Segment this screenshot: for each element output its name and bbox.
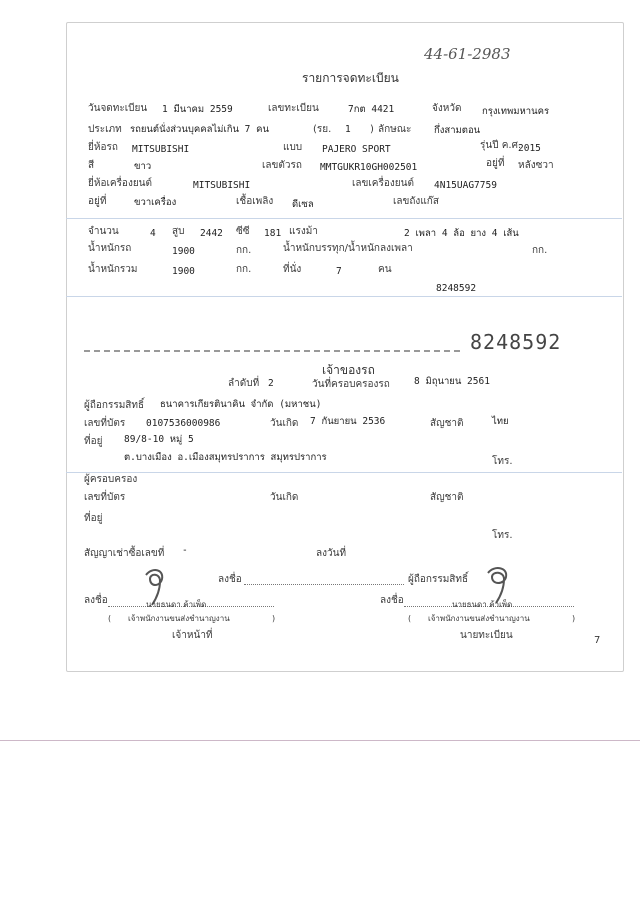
- nation-label: สัญชาติ: [430, 418, 464, 429]
- chassis-loc-label: อยู่ที่: [486, 158, 505, 169]
- color-value: ขาว: [134, 161, 152, 172]
- owner-sign-label: ลงชื่อ: [218, 574, 242, 585]
- stamp-number: 8248592: [470, 330, 562, 354]
- right-position-open: (: [408, 614, 412, 623]
- engine-loc-label: อยู่ที่: [88, 196, 107, 207]
- possess-date-label: วันที่ครอบครองรถ: [312, 379, 390, 390]
- weight-label: น้ำหนักรถ: [88, 243, 132, 254]
- chassis-label: เลขตัวรถ: [262, 160, 302, 171]
- holder-nation-label: สัญชาติ: [430, 492, 464, 503]
- province-value: กรุงเทพมหานคร: [482, 106, 550, 117]
- fuel-value: ดีเซล: [292, 199, 314, 210]
- right-position-close: ): [572, 614, 576, 623]
- left-signer-name: นายธนดา ค้าเพ็ด: [146, 600, 207, 609]
- holder-tel-label: โทร.: [492, 530, 513, 541]
- owner-sign-caption: ผู้ถือกรรมสิทธิ์: [408, 574, 469, 585]
- model-year-value: 2015: [518, 143, 541, 154]
- model-year-label: รุ่นปี ค.ศ.: [480, 140, 522, 151]
- right-sign-label: ลงชื่อ: [380, 595, 404, 606]
- chassis-loc-value: หลังซวา: [518, 160, 554, 171]
- gross-value: 1900: [172, 266, 195, 277]
- reg-date-value: 1 มีนาคม 2559: [162, 104, 233, 115]
- type-label: ประเภท: [88, 124, 122, 135]
- holder-birth-label: วันเกิด: [270, 492, 299, 503]
- seats-value: 7: [336, 266, 342, 277]
- hp-value: 181: [264, 228, 282, 239]
- cylinders-value: 4: [150, 228, 156, 239]
- separator-line: [66, 472, 622, 473]
- color-label: สี: [88, 160, 95, 171]
- scan-edge-line: [0, 740, 640, 741]
- load-label: น้ำหนักบรรทุก/น้ำหนักลงเพลา: [283, 243, 413, 254]
- engine-brand-label: ยี่ห้อเครื่องยนต์: [88, 178, 153, 189]
- tel-label: โทร.: [492, 456, 513, 467]
- owner-section-title: เจ้าของรถ: [322, 363, 375, 377]
- birth-label: วันเกิด: [270, 418, 299, 429]
- owner-name-value: ธนาคารเกียรตินาคิน จำกัด (มหาชน): [160, 399, 322, 410]
- feature-value: กึ่งสามตอน: [434, 125, 481, 136]
- bottom-right-number: 7: [594, 635, 601, 646]
- reg-date-label: วันจดทะเบียน: [88, 103, 148, 114]
- load-unit: กก.: [532, 245, 548, 256]
- left-signer-role: เจ้าหน้าที่: [172, 630, 213, 641]
- id-label: เลขที่บัตร: [84, 418, 126, 429]
- feature-label: ลักษณะ: [378, 124, 412, 135]
- engine-loc-value: ขวาเครื่อง: [134, 197, 177, 208]
- handwritten-number: 44-61-2983: [424, 45, 511, 63]
- ro-close: ): [370, 124, 374, 135]
- nation-value: ไทย: [492, 416, 509, 427]
- count-label: จำนวน: [88, 226, 119, 237]
- left-position-close: ): [272, 614, 276, 623]
- possess-date-value: 8 มิถุนายน 2561: [414, 376, 490, 387]
- id-value: 0107536000986: [146, 418, 221, 429]
- gross-label: น้ำหนักรวม: [88, 264, 138, 275]
- reg-no-value: 7กต 4421: [348, 104, 395, 115]
- cc-label: ซีซี: [236, 226, 250, 237]
- seats-unit: คน: [378, 264, 392, 275]
- birth-value: 7 กันยายน 2536: [310, 416, 386, 427]
- right-signer-name: นายธนดา ค้าเพ็ด: [452, 600, 513, 609]
- address-label: ที่อยู่: [84, 436, 103, 447]
- engine-no-value: 4N15UAG7759: [434, 180, 497, 191]
- lease-date-label: ลงวันที่: [316, 548, 347, 559]
- lease-label: สัญญาเช่าซื้อเลขที่: [84, 548, 165, 559]
- lease-value: -: [182, 545, 188, 556]
- owner-label: ผู้ถือกรรมสิทธิ์: [84, 400, 145, 411]
- model-label: แบบ: [283, 142, 303, 153]
- stamp-dash-row: [84, 350, 460, 352]
- weight-unit: กก.: [236, 245, 252, 256]
- type-value: รถยนต์นั่งส่วนบุคคลไม่เกิน 7 คน: [130, 124, 269, 135]
- axles-value: 2 เพลา 4 ล้อ ยาง 4 เส้น: [404, 228, 519, 239]
- province-label: จังหวัด: [432, 103, 462, 114]
- left-sign-label: ลงชื่อ: [84, 595, 108, 606]
- ro-value: 1: [345, 124, 351, 135]
- address-line1: 89/8-10 หมู่ 5: [124, 434, 194, 445]
- address-line2: ต.บางเมือง อ.เมืองสมุทรปราการ สมุทรปราการ: [124, 452, 327, 463]
- model-value: PAJERO SPORT: [322, 144, 391, 155]
- reg-no-label: เลขทะเบียน: [268, 103, 319, 114]
- hp-label: แรงม้า: [289, 226, 318, 237]
- ro-label: (รย.: [313, 124, 332, 135]
- weight-value: 1900: [172, 246, 195, 257]
- cylinders-label: สูบ: [172, 226, 185, 237]
- holder-address-label: ที่อยู่: [84, 513, 103, 524]
- engine-brand-value: MITSUBISHI: [193, 180, 251, 191]
- holder-label: ผู้ครอบครอง: [84, 474, 138, 485]
- left-position-open: (: [108, 614, 112, 623]
- document-title: รายการจดทะเบียน: [302, 71, 399, 85]
- fuel-label: เชื้อเพลิง: [236, 196, 274, 207]
- engine-no-label: เลขเครื่องยนต์: [352, 178, 414, 189]
- gross-unit: กก.: [236, 264, 252, 275]
- separator-line: [66, 218, 622, 219]
- seats-label: ที่นั่ง: [283, 264, 302, 275]
- right-signer-role: นายทะเบียน: [460, 630, 513, 641]
- gas-tank-label: เลขถังแก๊ส: [393, 196, 439, 207]
- order-label: ลำดับที่: [228, 378, 260, 389]
- brand-label: ยี่ห้อรถ: [88, 142, 118, 153]
- chassis-value: MMTGUKR10GH002501: [320, 162, 418, 173]
- right-signer-position: เจ้าพนักงานขนส่งชำนาญงาน: [428, 614, 530, 623]
- order-value: 2: [268, 378, 274, 389]
- cc-value: 2442: [200, 228, 223, 239]
- holder-id-label: เลขที่บัตร: [84, 492, 126, 503]
- separator-line: [66, 296, 622, 297]
- left-signer-position: เจ้าพนักงานขนส่งชำนาญงาน: [128, 614, 230, 623]
- brand-value: MITSUBISHI: [132, 144, 190, 155]
- owner-sign-line: [244, 584, 404, 585]
- vehicle-code: 8248592: [436, 283, 477, 294]
